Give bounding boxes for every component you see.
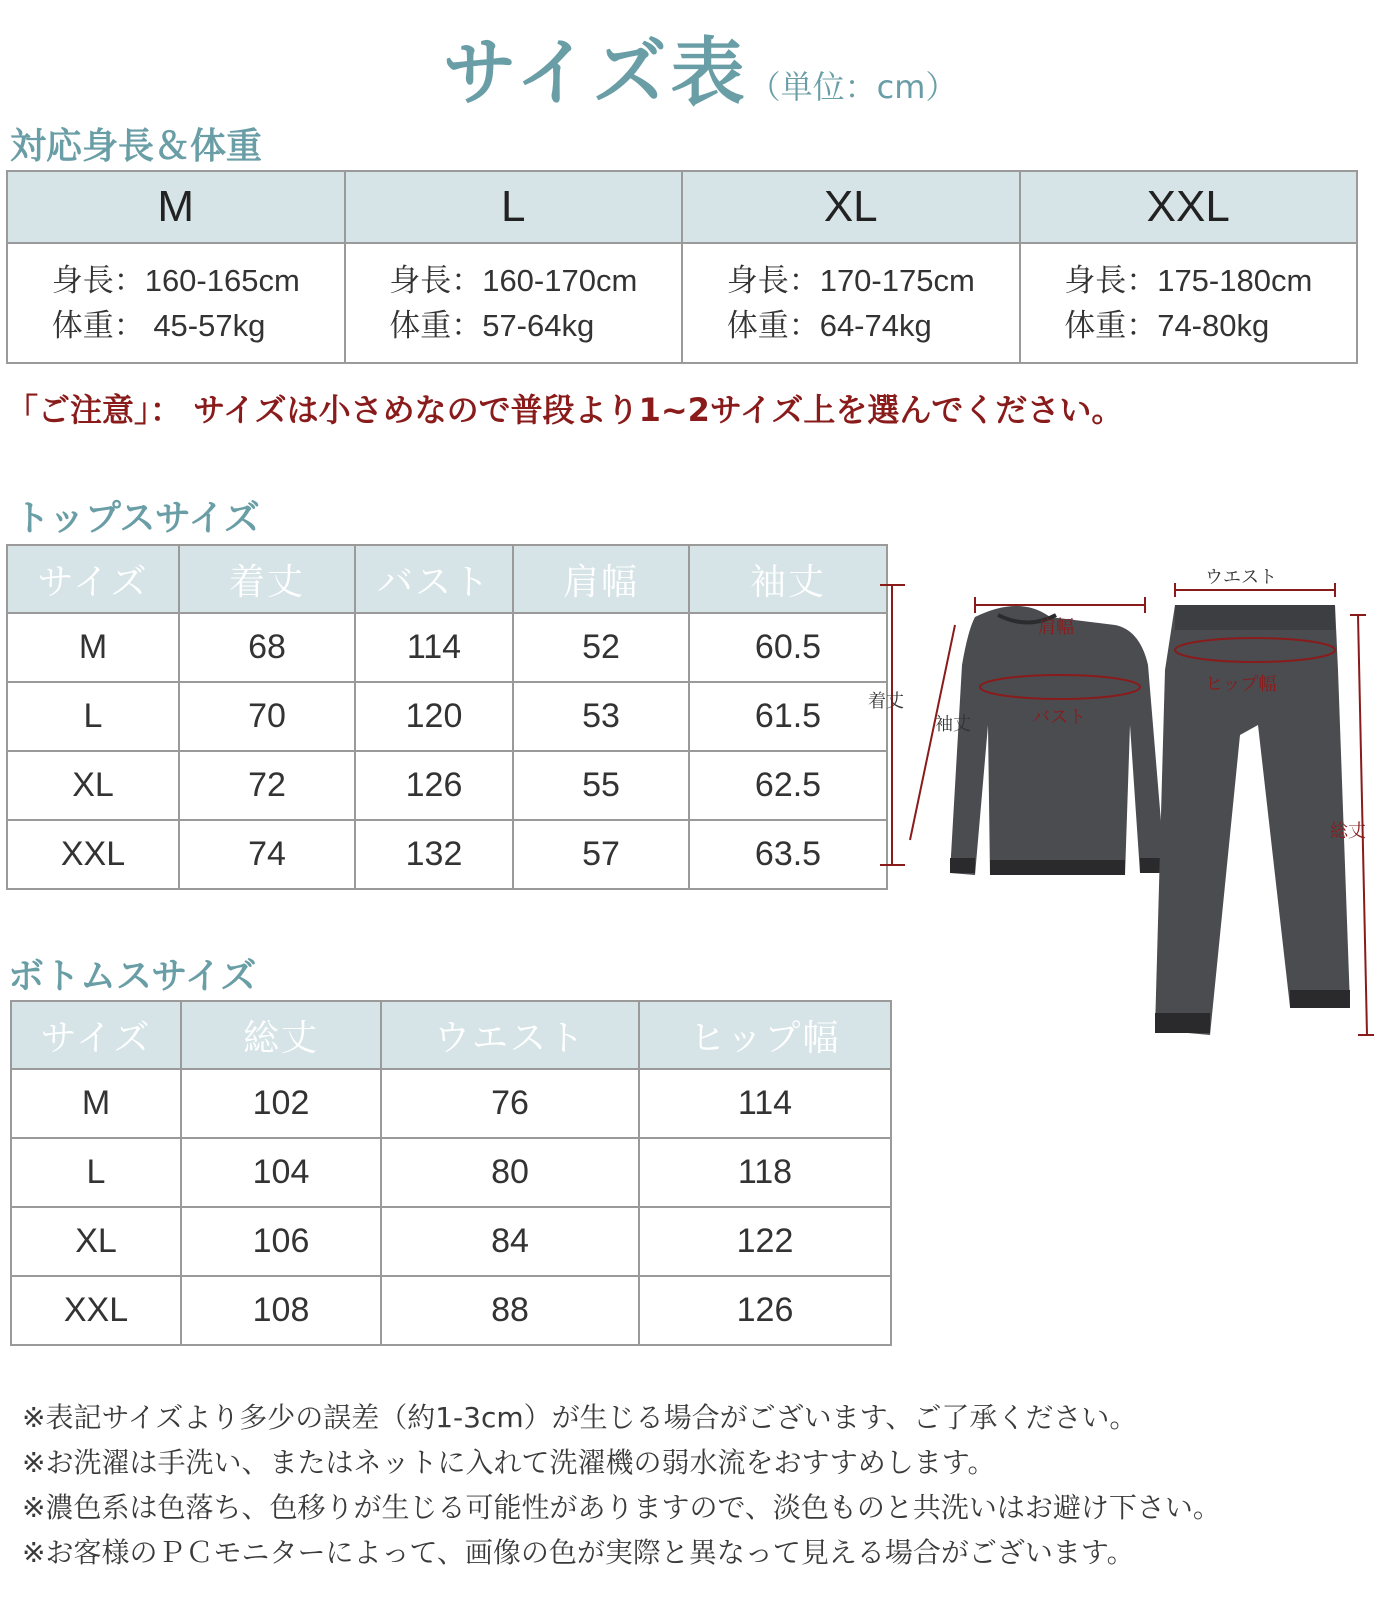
height-weight-heading: 対応身長＆体重 [10,126,263,167]
size-cell-xxl [1020,243,1358,363]
height-text: 身長：175-180cm [1064,263,1313,298]
weight-text: 体重：74-80kg [1064,308,1270,343]
table-cell: 61.5 [689,682,887,751]
table-header-row [11,1001,891,1069]
table-cell: 102 [181,1069,381,1138]
bottoms-heading: ボトムスサイズ [8,956,257,997]
size-cell-xl [682,243,1020,363]
col-header-shoulder: 肩幅 [513,545,689,613]
col-header-length: 着丈 [179,545,355,613]
col-header-sleeve: 袖丈 [689,545,887,613]
size-cell-m [7,243,345,363]
table-cell: 104 [181,1138,381,1207]
note-line: ※表記サイズより多少の誤差（約1-3cm）が生じる場合がございます、ご了承ください。 [22,1401,1138,1434]
weight-text: 体重：64-74kg [726,308,932,343]
table-cell: 76 [381,1069,639,1138]
col-header-size: サイズ [7,545,179,613]
garment-measurement-diagram [868,567,1400,1055]
table-cell: XL [11,1207,181,1276]
hip-label: ヒップ幅 [1205,674,1277,695]
col-header-total-length: 総丈 [181,1001,381,1069]
table-cell: 132 [355,820,513,889]
col-header-bust: バスト [355,545,513,613]
table-cell: L [7,682,179,751]
col-header-size: サイズ [11,1001,181,1069]
table-row [7,613,887,682]
table-cell: 120 [355,682,513,751]
height-text: 身長：160-170cm [389,263,638,298]
table-cell: 114 [355,613,513,682]
table-row [7,820,887,889]
height-text: 身長：160-165cm [51,263,300,298]
table-row [11,1276,891,1345]
table-cell: L [11,1138,181,1207]
tops-size-table [6,544,888,890]
table-cell: 88 [381,1276,639,1345]
table-cell: XXL [7,820,179,889]
height-text: 身長：170-175cm [726,263,975,298]
size-notice: 「ご注意」： サイズは小さめなので普段より1~2サイズ上を選んでください。 [6,391,1124,429]
table-cell: 118 [639,1138,891,1207]
table-cell: 126 [639,1276,891,1345]
table-cell: 126 [355,751,513,820]
bust-label: バスト [1032,707,1086,728]
table-row [7,682,887,751]
table-cell: 106 [181,1207,381,1276]
col-header-waist: ウエスト [381,1001,639,1069]
table-cell: 62.5 [689,751,887,820]
table-cell: 63.5 [689,820,887,889]
table-cell: XXL [11,1276,181,1345]
table-cell: 122 [639,1207,891,1276]
size-header-xxl: XXL [1020,171,1358,243]
tops-heading: トップスサイズ [14,498,260,539]
length-label: 着丈 [868,691,904,712]
table-row [11,1069,891,1138]
notes-block [22,1395,1221,1575]
col-header-hip: ヒップ幅 [639,1001,891,1069]
page-title: サイズ表 [442,30,749,116]
weight-text: 体重： 45-57kg [51,308,266,343]
table-cell: M [11,1069,181,1138]
table-cell: 57 [513,820,689,889]
table-cell: 53 [513,682,689,751]
size-header-xl: XL [682,171,1020,243]
table-cell: 52 [513,613,689,682]
table-row [11,1207,891,1276]
table-cell: M [7,613,179,682]
table-cell: 68 [179,613,355,682]
table-cell: 80 [381,1138,639,1207]
table-cell: 55 [513,751,689,820]
table-header-row [7,545,887,613]
table-header-row [7,171,1357,243]
table-cell: XL [7,751,179,820]
table-cell: 70 [179,682,355,751]
note-line: ※お客様のＰＣモニターによって、画像の色が実際と異なって見える場合がございます。 [22,1536,1135,1569]
table-row [7,243,1357,363]
size-cell-l [345,243,683,363]
table-cell: 108 [181,1276,381,1345]
size-header-l: L [345,171,683,243]
table-cell: 74 [179,820,355,889]
weight-text: 体重：57-64kg [389,308,595,343]
shoulder-label: 肩幅 [1038,617,1074,638]
table-cell: 84 [381,1207,639,1276]
table-cell: 60.5 [689,613,887,682]
size-header-m: M [7,171,345,243]
waist-label: ウエスト [1205,567,1277,588]
pants-image [1155,605,1350,1035]
unit-label: （単位：cm） [748,68,958,106]
bottoms-size-table [10,1000,892,1346]
height-weight-table [6,170,1358,364]
note-line: ※お洗濯は手洗い、またはネットに入れて洗濯機の弱水流をおすすめします。 [22,1446,996,1479]
sleeve-label: 袖丈 [935,714,971,735]
table-cell: 72 [179,751,355,820]
total-length-label: 総丈 [1330,821,1366,842]
table-row [11,1138,891,1207]
table-row [7,751,887,820]
sweatshirt-image [950,606,1165,875]
title-block [0,14,1400,120]
note-line: ※濃色系は色落ち、色移りが生じる可能性がありますので、淡色ものと共洗いはお避け下さい。 [22,1491,1221,1524]
table-cell: 114 [639,1069,891,1138]
